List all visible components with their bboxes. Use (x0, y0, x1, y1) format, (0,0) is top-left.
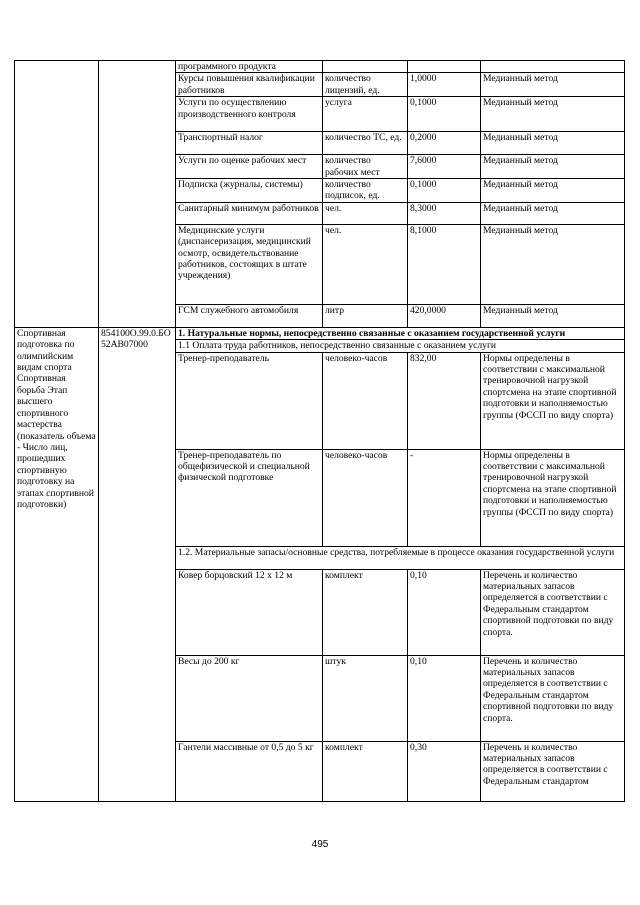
service-name-cell: Спортивная подготовка по олимпийским видам спорта Спортивная борьба Этап высшего спортивного мастерства (показатель объема - Число лиц, прошедших спортивную подготовку на этапах спортивной подготовки) (15, 327, 99, 801)
value-cell: 0,2000 (408, 132, 481, 155)
norm-name-cell: ГСМ служебного автомобиля (176, 304, 323, 327)
table-row (15, 61, 625, 73)
norm-name-cell: Курсы повышения квалификации работников (176, 73, 323, 97)
unit-cell: человеко-часов (323, 449, 408, 546)
section-row (15, 327, 625, 339)
norm-name-cell: Весы до 200 кг (176, 655, 323, 741)
note-cell: Перечень и количество материальных запасов определяется в соответствии с Федеральным стандартом спортивной подготовки по виду спорта. (481, 569, 625, 655)
method-cell: Медианный метод (481, 304, 625, 327)
value-cell: 8,1000 (408, 224, 481, 304)
empty-cell (15, 61, 99, 328)
unit-cell: штук (323, 655, 408, 741)
unit-cell: количество ТС, ед. (323, 132, 408, 155)
norm-name-cell: Гантели массивные от 0,5 до 5 кг (176, 741, 323, 801)
value-cell: 0,10 (408, 569, 481, 655)
unit-cell: чел. (323, 202, 408, 224)
norm-name-cell: Медицинские услуги (диспансеризация, медицинский осмотр, освидетельствование работников, состоящих в штате учреждения) (176, 224, 323, 304)
unit-cell: количество лицензий, ед. (323, 73, 408, 97)
norm-name-cell: Транспортный налог (176, 132, 323, 155)
norm-name-cell: Подписка (журналы, системы) (176, 179, 323, 203)
note-cell: Перечень и количество материальных запасов определяется в соответствии с Федеральным стандартом спортивной подготовки по виду спорта. (481, 655, 625, 741)
note-cell: Нормы определены в соответствии с максимальной тренировочной нагрузкой спортсмена на этапе спортивной подготовки и наполняемостью группы (ФССП по виду спорта) (481, 352, 625, 449)
norm-name-cell: Ковер борцовский 12 х 12 м (176, 569, 323, 655)
value-cell: 0,10 (408, 655, 481, 741)
norm-name-cell: Услуги по осуществлению производственного контроля (176, 97, 323, 132)
value-cell: 8,3000 (408, 202, 481, 224)
page-number: 495 (311, 839, 329, 850)
method-cell: Медианный метод (481, 179, 625, 203)
note-cell: Нормы определены в соответствии с максимальной тренировочной нагрузкой спортсмена на этапе спортивной подготовки и наполняемостью группы (ФССП по виду спорта) (481, 449, 625, 546)
value-cell: 0,1000 (408, 179, 481, 203)
unit-cell: чел. (323, 224, 408, 304)
document-page (14, 60, 624, 802)
norm-name-cell: Тренер-преподаватель (176, 352, 323, 449)
section-title: 1.1 Оплата труда работников, непосредственно связанные с оказанием услуги (176, 340, 625, 352)
method-cell: Медианный метод (481, 224, 625, 304)
method-cell: Медианный метод (481, 73, 625, 97)
value-cell: 0,30 (408, 741, 481, 801)
section-title: 1.2. Материальные запасы/основные средства, потребляемые в процессе оказания государственной услуги (176, 546, 625, 569)
method-cell: Медианный метод (481, 155, 625, 179)
value-cell: 832,00 (408, 352, 481, 449)
norm-name-cell: Тренер-преподаватель по общефизической и специальной физической подготовке (176, 449, 323, 546)
unit-cell: комплект (323, 569, 408, 655)
unit-cell: человеко-часов (323, 352, 408, 449)
norm-name-cell: Услуги по оценке рабочих мест (176, 155, 323, 179)
norm-name-cell: программного продукта (176, 61, 323, 73)
value-cell: 7,6000 (408, 155, 481, 179)
value-cell: - (408, 449, 481, 546)
norms-table (14, 60, 625, 802)
method-cell: Медианный метод (481, 132, 625, 155)
service-code-cell: 854100О.99.0.БО52АВ07000 (99, 327, 176, 801)
unit-cell: комплект (323, 741, 408, 801)
method-cell: Медианный метод (481, 97, 625, 132)
unit-cell: количество рабочих мест (323, 155, 408, 179)
note-cell: Перечень и количество материальных запасов определяется в соответствии с Федеральным стандартом (481, 741, 625, 801)
value-cell: 0,1000 (408, 97, 481, 132)
empty-cell (99, 61, 176, 328)
unit-cell: литр (323, 304, 408, 327)
unit-cell: количество подписок, ед. (323, 179, 408, 203)
method-cell: Медианный метод (481, 202, 625, 224)
value-cell: 1,0000 (408, 73, 481, 97)
unit-cell: услуга (323, 97, 408, 132)
value-cell: 420,0000 (408, 304, 481, 327)
section-title: 1. Натуральные нормы, непосредственно связанные с оказанием государственной услуги (176, 327, 625, 339)
unit-cell (323, 61, 408, 73)
method-cell (481, 61, 625, 73)
value-cell (408, 61, 481, 73)
norm-name-cell: Санитарный минимум работников (176, 202, 323, 224)
